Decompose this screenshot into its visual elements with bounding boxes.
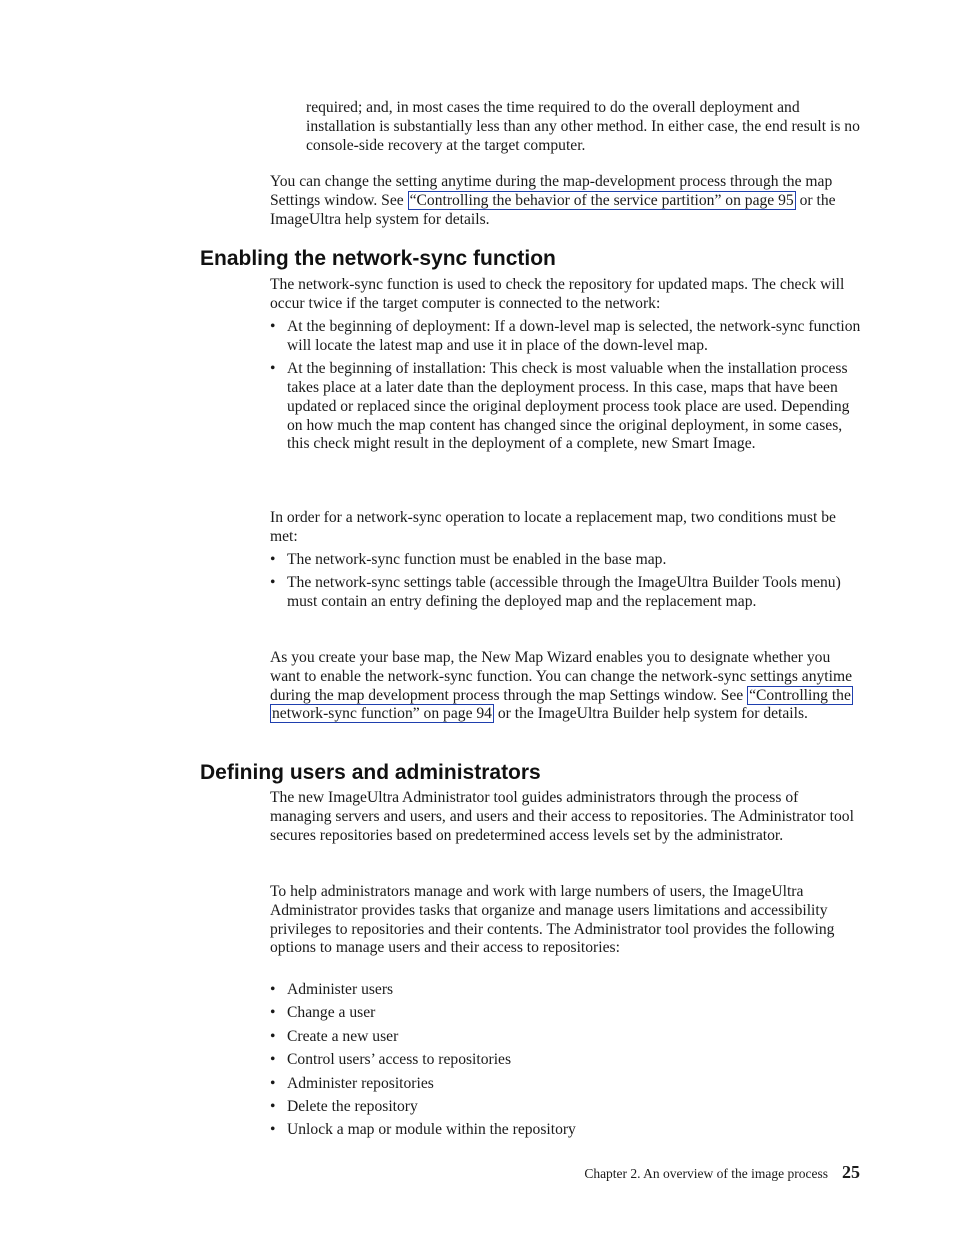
network-sync-checks-list — [270, 318, 862, 454]
bullet-icon: • — [270, 1027, 276, 1045]
conditions-intro: In order for a network-sync operation to locate a replacement map, two conditions must be met: — [270, 509, 836, 545]
list-item: • At the beginning of deployment: If a down-level map is selected, the network-sync function will locate the latest map and use it in place of the down-level map. — [270, 318, 861, 354]
bullet-icon: • — [270, 1121, 276, 1139]
list-item: • Create a new user — [270, 1027, 399, 1045]
list-item: • Administer users — [270, 981, 394, 998]
list-item: • Change a user — [270, 1004, 376, 1022]
users-tasks-intro: To help administrators manage and work with large numbers of users, the ImageUltra Administrator provides tasks that organize and manage users limitations and accessibility privileges to repositories and their contents. The Administrator tool provides the following options to manage users and their access to repositories: — [270, 883, 835, 957]
network-sync-link[interactable]: “Controlling the network-sync function” on page 94 — [272, 686, 851, 723]
footer-chapter-title: Chapter 2. An overview of the image process — [584, 1166, 828, 1181]
list-item: • At the beginning of installation: This check is most valuable when the installation process takes place at a later date than the deployment process. In this case, maps that have been updated or replaced since the original deployment process took place are used. Depending on how much the map content has changed since the original deployment, in some cases, this check might result in the deployment of a complete, new Smart Image. — [270, 360, 850, 453]
bullet-icon: • — [270, 318, 276, 335]
bullet-icon: • — [270, 981, 276, 998]
continuation-paragraph: required; and, in most cases the time required to do the overall deployment and installation is substantially less than any other method. In either case, the end result is no console-side recovery at the target computer. — [306, 99, 860, 154]
network-sync-closing: As you create your base map, the New Map Wizard enables you to designate whether you want to enable the network-sync function. You can change the network-sync settings anytime during the map development process through the map Settings window. See “Controlling the network-sync function” on page 94 or the ImageUltra Builder help system for details. — [270, 649, 853, 723]
settings-paragraph — [270, 173, 862, 229]
service-partition-link[interactable]: “Controlling the behavior of the service partition” on page 95 — [409, 191, 794, 209]
heading-users-admins: Defining users and administrators — [200, 761, 541, 784]
settings-text-before: You can change the setting anytime during the map-development process through the map Settings window. See — [270, 173, 833, 209]
page-number: 25 — [842, 1162, 860, 1182]
bullet-icon: • — [270, 1004, 276, 1022]
list-item: • Control users’ access to repositories — [270, 1051, 512, 1069]
admin-options-list — [270, 981, 862, 1140]
list-item: • The network-sync settings table (accessible through the ImageUltra Builder Tools menu) must contain an entry defining the deployed map and the replacement map. — [270, 574, 841, 611]
bullet-icon: • — [270, 1051, 276, 1069]
bullet-icon: • — [270, 551, 276, 568]
bullet-icon: • — [270, 1097, 276, 1115]
list-item: • Administer repositories — [270, 1074, 434, 1092]
conditions-list — [270, 551, 862, 612]
heading-network-sync: Enabling the network-sync function — [200, 247, 556, 270]
bullet-icon: • — [270, 360, 276, 378]
page-footer — [584, 1161, 860, 1185]
list-item: • The network-sync function must be enabled in the base map. — [270, 551, 667, 568]
settings-text-after: or the ImageUltra help system for details. — [270, 191, 836, 228]
network-sync-intro: The network-sync function is used to check the repository for updated maps. The check will occur twice if the target computer is connected to the network: — [270, 276, 845, 312]
bullet-icon: • — [270, 574, 276, 592]
bullet-icon: • — [270, 1074, 276, 1092]
list-item: • Unlock a map or module within the repository — [270, 1121, 576, 1139]
list-item: • Delete the repository — [270, 1097, 418, 1115]
users-intro: The new ImageUltra Administrator tool guides administrators through the process of managing servers and users, and users and their access to repositories. The Administrator tool secures repositories based on predetermined access levels set by the administrator. — [270, 789, 854, 844]
